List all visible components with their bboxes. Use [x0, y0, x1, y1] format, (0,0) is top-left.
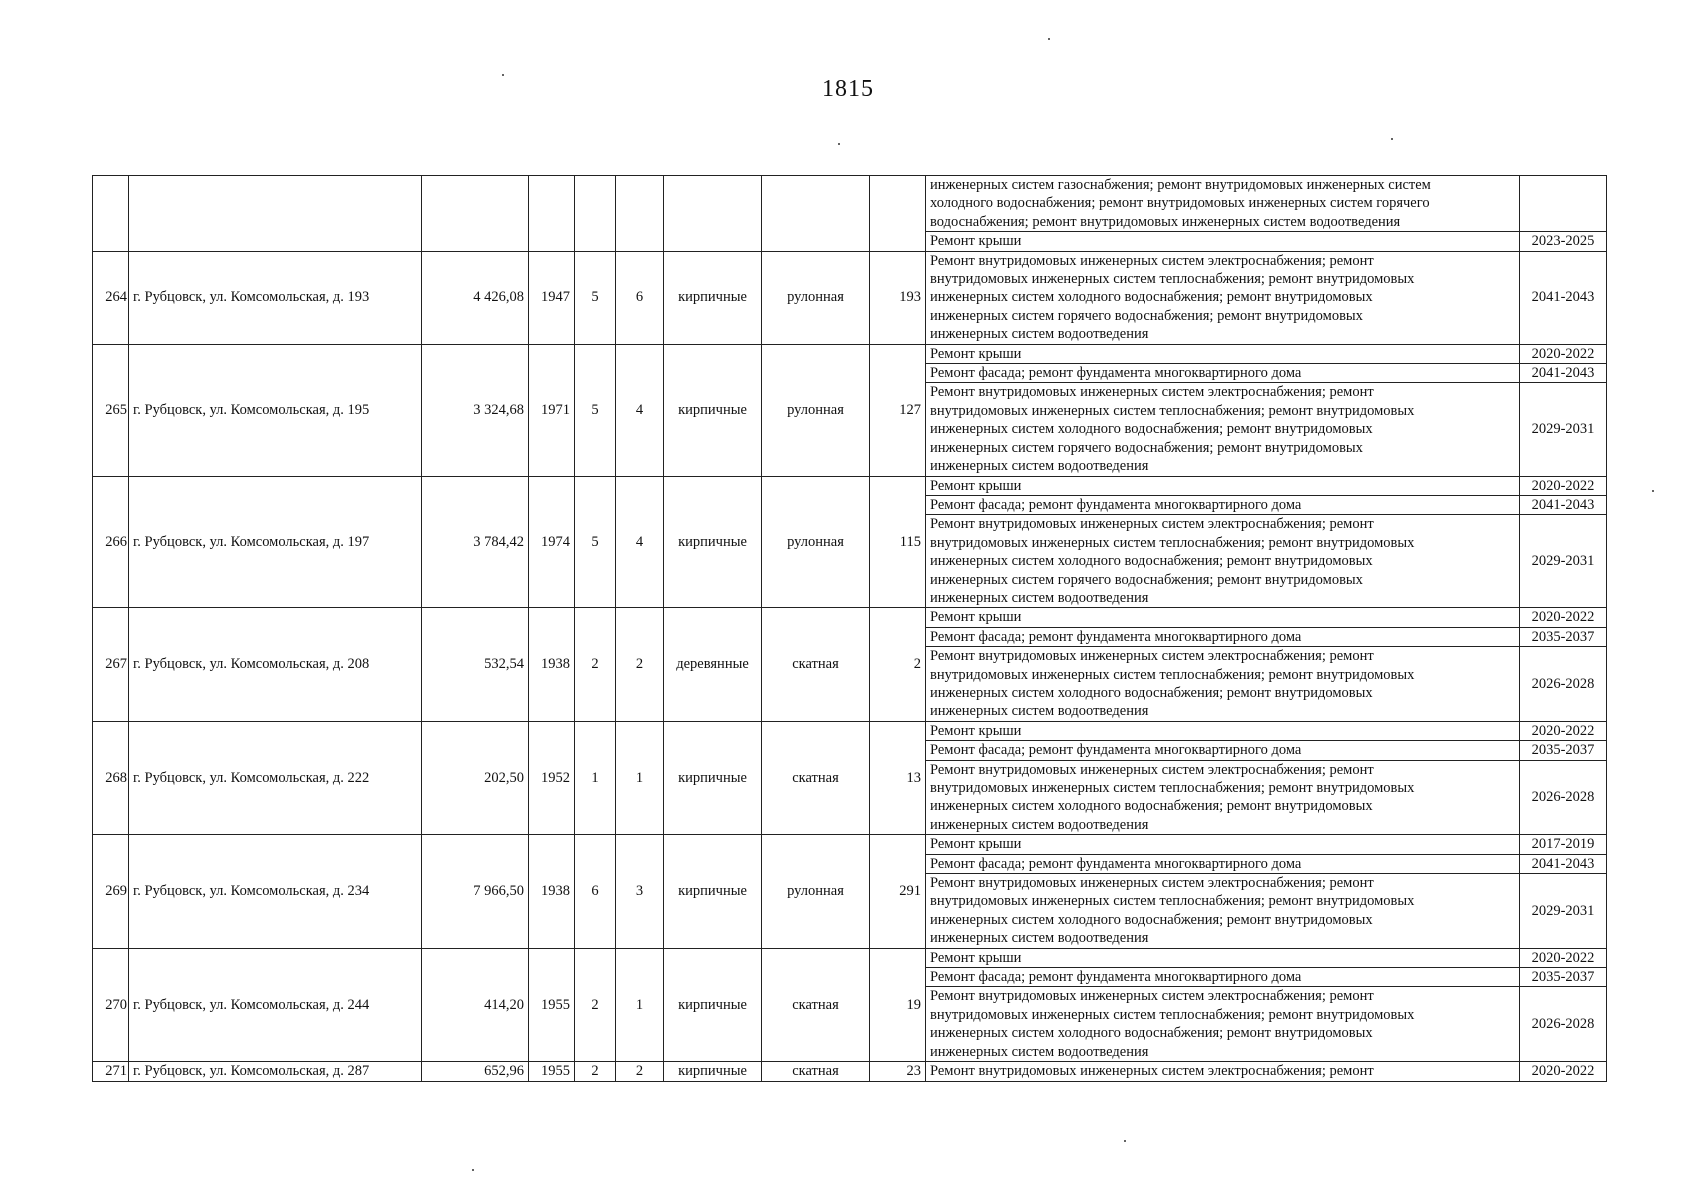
- entrances-count: 2: [616, 1062, 664, 1081]
- repair-period: 2035-2037: [1520, 627, 1607, 646]
- total-area: 3 324,68: [422, 344, 529, 476]
- construction-year: 1938: [529, 608, 575, 721]
- work-text-line: Ремонт внутридомовых инженерных систем электроснабжения; ремонт: [930, 516, 1374, 533]
- repair-period: 2023-2025: [1520, 232, 1607, 251]
- floors-count: 1: [575, 721, 616, 834]
- residents-count: 19: [870, 948, 926, 1061]
- scan-speck: [502, 74, 504, 76]
- work-description-cell: [926, 835, 1520, 854]
- work-text-line: инженерных систем холодного водоснабжения; ремонт внутридомовых: [930, 553, 1373, 570]
- roof-type: скатная: [762, 608, 870, 721]
- work-text-line: инженерных систем горячего водоснабжения; ремонт внутридомовых: [930, 439, 1363, 456]
- floors-count: 5: [575, 476, 616, 608]
- work-text-line: инженерных систем газоснабжения; ремонт внутридомовых инженерных систем: [930, 177, 1431, 193]
- work-text-line: Ремонт фасада; ремонт фундамента многоквартирного дома: [930, 855, 1302, 872]
- residents-count: 13: [870, 721, 926, 834]
- work-text-line: Ремонт крыши: [930, 836, 1022, 853]
- scan-speck: [1391, 138, 1393, 140]
- repair-period: 2029-2031: [1520, 383, 1607, 476]
- work-text-line: инженерных систем холодного водоснабжения; ремонт внутридомовых: [930, 421, 1373, 438]
- wall-material: кирпичные: [664, 948, 762, 1061]
- work-text-line: Ремонт фасада; ремонт фундамента многоквартирного дома: [930, 969, 1302, 986]
- capital-repair-table: [92, 175, 1607, 1082]
- work-description-cell: [926, 383, 1520, 476]
- roof-type: рулонная: [762, 251, 870, 344]
- total-area: 4 426,08: [422, 251, 529, 344]
- work-text-line: инженерных систем горячего водоснабжения; ремонт внутридомовых: [930, 571, 1363, 588]
- floors-count: 6: [575, 835, 616, 948]
- work-text-line: инженерных систем холодного водоснабжения; ремонт внутридомовых: [930, 289, 1373, 306]
- repair-period: 2041-2043: [1520, 495, 1607, 514]
- roof-type: рулонная: [762, 835, 870, 948]
- building-address: г. Рубцовск, ул. Комсомольская, д. 195: [129, 344, 422, 476]
- repair-period: 2041-2043: [1520, 364, 1607, 383]
- table-row: [93, 835, 1607, 854]
- work-text-line: Ремонт крыши: [930, 949, 1022, 966]
- floors-count: 2: [575, 608, 616, 721]
- row-number: 271: [93, 1062, 129, 1081]
- work-description-cell: [926, 760, 1520, 835]
- repair-period: 2020-2022: [1520, 1062, 1607, 1081]
- work-text-line: инженерных систем водоотведения: [930, 589, 1149, 606]
- repair-period: 2020-2022: [1520, 344, 1607, 363]
- work-text-line: внутридомовых инженерных систем теплоснабжения; ремонт внутридомовых: [930, 893, 1415, 910]
- construction-year: 1955: [529, 1062, 575, 1081]
- empty-cell: [616, 176, 664, 252]
- row-number: 266: [93, 476, 129, 608]
- total-area: 202,50: [422, 721, 529, 834]
- building-address: г. Рубцовск, ул. Комсомольская, д. 193: [129, 251, 422, 344]
- work-text-line: Ремонт крыши: [930, 345, 1022, 362]
- construction-year: 1955: [529, 948, 575, 1061]
- building-address: г. Рубцовск, ул. Комсомольская, д. 244: [129, 948, 422, 1061]
- repair-period: 2029-2031: [1520, 515, 1607, 608]
- wall-material: кирпичные: [664, 1062, 762, 1081]
- empty-cell: [870, 176, 926, 252]
- work-text-line: инженерных систем водоотведения: [930, 1043, 1149, 1060]
- roof-type: рулонная: [762, 344, 870, 476]
- residents-count: 115: [870, 476, 926, 608]
- repair-period: 2026-2028: [1520, 647, 1607, 722]
- work-text-line: внутридомовых инженерных систем теплоснабжения; ремонт внутридомовых: [930, 534, 1415, 551]
- work-description-cell: [926, 344, 1520, 363]
- work-text-line: Ремонт внутридомовых инженерных систем электроснабжения; ремонт: [930, 384, 1374, 401]
- table-row: [93, 948, 1607, 967]
- work-text-line: внутридомовых инженерных систем теплоснабжения; ремонт внутридомовых: [930, 1006, 1415, 1023]
- work-text-line: водоснабжения; ремонт внутридомовых инженерных систем водоотведения: [930, 213, 1401, 230]
- entrances-count: 4: [616, 344, 664, 476]
- residents-count: 193: [870, 251, 926, 344]
- work-text-line: инженерных систем горячего водоснабжения; ремонт внутридомовых: [930, 307, 1363, 324]
- floors-count: 5: [575, 251, 616, 344]
- repair-period: 2026-2028: [1520, 760, 1607, 835]
- wall-material: кирпичные: [664, 476, 762, 608]
- scan-speck: [1124, 1140, 1126, 1142]
- work-text-line: Ремонт крыши: [930, 609, 1022, 626]
- repair-period: 2041-2043: [1520, 854, 1607, 873]
- work-description-cell: [926, 251, 1520, 344]
- table-row: [93, 1062, 1607, 1081]
- work-text-line: инженерных систем холодного водоснабжения; ремонт внутридомовых: [930, 798, 1373, 815]
- work-description-cell: [926, 608, 1520, 627]
- work-description-cell: [926, 364, 1520, 383]
- work-text-line: инженерных систем водоотведения: [930, 703, 1149, 720]
- entrances-count: 1: [616, 948, 664, 1061]
- work-text-line: инженерных систем холодного водоснабжения; ремонт внутридомовых: [930, 911, 1373, 928]
- scan-speck: [838, 143, 840, 145]
- work-text-line: инженерных систем водоотведения: [930, 816, 1149, 833]
- table-row: [93, 608, 1607, 627]
- work-text-line: Ремонт внутридомовых инженерных систем электроснабжения; ремонт: [930, 988, 1374, 1005]
- empty-cell: [762, 176, 870, 252]
- work-text-line: инженерных систем водоотведения: [930, 458, 1149, 475]
- row-number: 269: [93, 835, 129, 948]
- total-area: 414,20: [422, 948, 529, 1061]
- entrances-count: 2: [616, 608, 664, 721]
- empty-cell: [664, 176, 762, 252]
- repair-period: 2020-2022: [1520, 608, 1607, 627]
- table-row: [93, 721, 1607, 740]
- roof-type: скатная: [762, 948, 870, 1061]
- row-number: 268: [93, 721, 129, 834]
- entrances-count: 1: [616, 721, 664, 834]
- repair-period: 2020-2022: [1520, 721, 1607, 740]
- floors-count: 5: [575, 344, 616, 476]
- repair-period: [1520, 176, 1607, 232]
- work-description-cell: [926, 647, 1520, 722]
- repair-period: 2020-2022: [1520, 948, 1607, 967]
- scan-speck: [472, 1169, 474, 1171]
- residents-count: 23: [870, 1062, 926, 1081]
- work-text-line: холодного водоснабжения; ремонт внутридомовых инженерных систем горячего: [930, 195, 1430, 212]
- work-text-line: Ремонт внутридомовых инженерных систем электроснабжения; ремонт: [930, 1063, 1374, 1080]
- residents-count: 291: [870, 835, 926, 948]
- work-text-line: Ремонт фасада; ремонт фундамента многоквартирного дома: [930, 496, 1302, 513]
- empty-cell: [575, 176, 616, 252]
- empty-cell: [422, 176, 529, 252]
- repair-period: 2035-2037: [1520, 968, 1607, 987]
- work-text-line: внутридомовых инженерных систем теплоснабжения; ремонт внутридомовых: [930, 666, 1415, 683]
- table-row: [93, 176, 1607, 232]
- scan-speck: [1048, 38, 1050, 40]
- repair-period: 2029-2031: [1520, 874, 1607, 949]
- work-description-cell: [926, 721, 1520, 740]
- total-area: 532,54: [422, 608, 529, 721]
- empty-cell: [93, 176, 129, 252]
- work-description-cell: [926, 968, 1520, 987]
- wall-material: кирпичные: [664, 721, 762, 834]
- construction-year: 1971: [529, 344, 575, 476]
- work-text-line: Ремонт крыши: [930, 477, 1022, 494]
- work-text-line: Ремонт крыши: [930, 233, 1022, 250]
- floors-count: 2: [575, 1062, 616, 1081]
- work-text-line: Ремонт фасада; ремонт фундамента многоквартирного дома: [930, 628, 1302, 645]
- work-text-line: Ремонт фасада; ремонт фундамента многоквартирного дома: [930, 365, 1302, 382]
- work-description-cell: [926, 874, 1520, 949]
- table-row: [93, 476, 1607, 495]
- repair-period: 2035-2037: [1520, 741, 1607, 760]
- work-text-line: внутридомовых инженерных систем теплоснабжения; ремонт внутридомовых: [930, 402, 1415, 419]
- construction-year: 1947: [529, 251, 575, 344]
- repair-period: 2017-2019: [1520, 835, 1607, 854]
- work-description-cell: [926, 515, 1520, 608]
- work-description-cell: [926, 627, 1520, 646]
- building-address: г. Рубцовск, ул. Комсомольская, д. 208: [129, 608, 422, 721]
- work-description-cell: [926, 476, 1520, 495]
- work-text-line: Ремонт внутридомовых инженерных систем электроснабжения; ремонт: [930, 648, 1374, 665]
- roof-type: рулонная: [762, 476, 870, 608]
- residents-count: 2: [870, 608, 926, 721]
- wall-material: кирпичные: [664, 835, 762, 948]
- repair-period: 2041-2043: [1520, 251, 1607, 344]
- row-number: 265: [93, 344, 129, 476]
- work-text-line: Ремонт внутридомовых инженерных систем электроснабжения; ремонт: [930, 252, 1374, 269]
- total-area: 3 784,42: [422, 476, 529, 608]
- work-description-cell: [926, 232, 1520, 251]
- building-address: г. Рубцовск, ул. Комсомольская, д. 234: [129, 835, 422, 948]
- construction-year: 1952: [529, 721, 575, 834]
- repair-period: 2026-2028: [1520, 987, 1607, 1062]
- repair-period: 2020-2022: [1520, 476, 1607, 495]
- row-number: 264: [93, 251, 129, 344]
- work-text-line: Ремонт крыши: [930, 722, 1022, 739]
- work-text-line: внутридомовых инженерных систем теплоснабжения; ремонт внутридомовых: [930, 271, 1415, 288]
- work-description-cell: [926, 854, 1520, 873]
- empty-cell: [529, 176, 575, 252]
- work-description-cell: [926, 176, 1520, 232]
- table-row: [93, 251, 1607, 344]
- construction-year: 1938: [529, 835, 575, 948]
- page-number: 1815: [822, 76, 874, 102]
- work-text-line: Ремонт фасада; ремонт фундамента многоквартирного дома: [930, 742, 1302, 759]
- wall-material: деревянные: [664, 608, 762, 721]
- residents-count: 127: [870, 344, 926, 476]
- entrances-count: 6: [616, 251, 664, 344]
- building-address: г. Рубцовск, ул. Комсомольская, д. 222: [129, 721, 422, 834]
- roof-type: скатная: [762, 1062, 870, 1081]
- work-text-line: инженерных систем холодного водоснабжения; ремонт внутридомовых: [930, 684, 1373, 701]
- empty-cell: [129, 176, 422, 252]
- total-area: 652,96: [422, 1062, 529, 1081]
- work-description-cell: [926, 987, 1520, 1062]
- row-number: 267: [93, 608, 129, 721]
- building-address: г. Рубцовск, ул. Комсомольская, д. 197: [129, 476, 422, 608]
- work-description-cell: [926, 741, 1520, 760]
- work-text-line: внутридомовых инженерных систем теплоснабжения; ремонт внутридомовых: [930, 780, 1415, 796]
- work-description-cell: [926, 1062, 1520, 1081]
- work-text-line: инженерных систем водоотведения: [930, 930, 1149, 947]
- row-number: 270: [93, 948, 129, 1061]
- wall-material: кирпичные: [664, 344, 762, 476]
- table-row: [93, 344, 1607, 363]
- entrances-count: 4: [616, 476, 664, 608]
- building-address: г. Рубцовск, ул. Комсомольская, д. 287: [129, 1062, 422, 1081]
- wall-material: кирпичные: [664, 251, 762, 344]
- work-description-cell: [926, 495, 1520, 514]
- work-text-line: инженерных систем водоотведения: [930, 326, 1149, 343]
- total-area: 7 966,50: [422, 835, 529, 948]
- roof-type: скатная: [762, 721, 870, 834]
- work-description-cell: [926, 948, 1520, 967]
- floors-count: 2: [575, 948, 616, 1061]
- construction-year: 1974: [529, 476, 575, 608]
- entrances-count: 3: [616, 835, 664, 948]
- work-text-line: Ремонт внутридомовых инженерных систем электроснабжения; ремонт: [930, 761, 1374, 778]
- work-text-line: инженерных систем холодного водоснабжения; ремонт внутридомовых: [930, 1025, 1373, 1042]
- scan-speck: [1652, 490, 1654, 492]
- work-text-line: Ремонт внутридомовых инженерных систем электроснабжения; ремонт: [930, 875, 1374, 892]
